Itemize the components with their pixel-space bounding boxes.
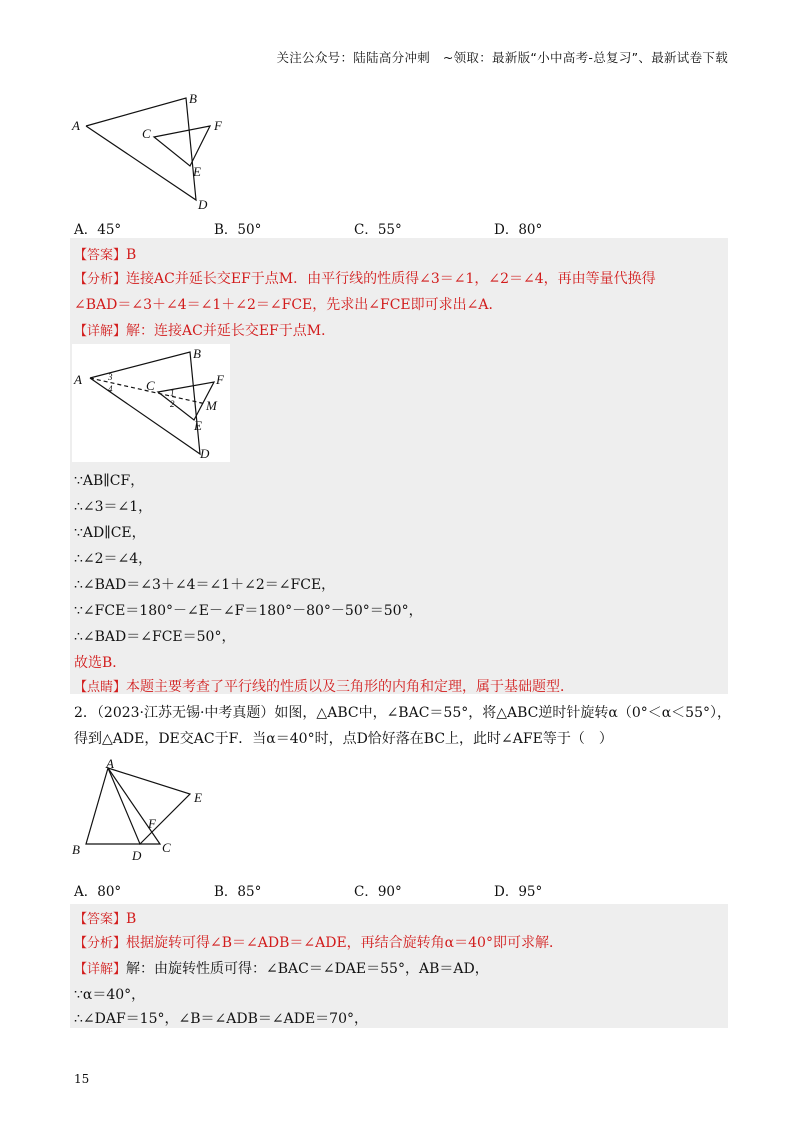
q2-detail-line2: ∵α＝40°，: [74, 987, 146, 1003]
label-d: D: [132, 848, 142, 863]
q1-step-7: ∴∠BAD＝∠FCE＝50°，: [74, 629, 236, 645]
q2-option-b[interactable]: B．85°: [214, 884, 262, 900]
page-number: 15: [74, 1072, 90, 1086]
q2-detail-line1: [74, 958, 489, 978]
q1-step-1: ∵AB∥CF，: [74, 473, 145, 489]
figure-q1-svg: [68, 88, 238, 213]
q1-step-6: ∵∠FCE＝180°－∠E－∠F＝180°－80°－50°＝50°，: [74, 603, 423, 619]
answer-tag: 【答案】: [74, 248, 127, 263]
detail-tag: 【详解】: [74, 324, 127, 339]
q2-option-d[interactable]: D．95°: [494, 884, 543, 900]
analysis-text: 根据旋转可得∠B＝∠ADB＝∠ADE，再结合旋转角α＝40°即可求解．: [126, 935, 563, 951]
answer-tag: 【答案】: [74, 912, 127, 927]
q1-option-a[interactable]: A．45°: [74, 222, 122, 238]
label-f: F: [216, 372, 224, 387]
label-a: A: [72, 118, 80, 133]
page-header: 关注公众号：陆陆高分冲刺 ~领取：最新版“小中高考-总复习”、最新试卷下载: [276, 50, 728, 65]
q1-step-3: ∵AD∥CE，: [74, 525, 146, 541]
label-3: 3: [108, 372, 113, 382]
analysis-tag: 【分析】: [74, 936, 127, 951]
q1-option-d[interactable]: D．80°: [494, 222, 543, 238]
label-d: D: [198, 197, 208, 212]
q1-step-4: ∴∠2＝∠4，: [74, 551, 153, 567]
q1-analysis-line2: ∠BAD＝∠3＋∠4＝∠1＋∠2＝∠FCE，先求出∠FCE即可求出∠A．: [74, 297, 503, 313]
q2-stem-line1: 2．（2023·江苏无锡·中考真题）如图，△ABC中，∠BAC＝55°，将△ABC逆时针旋转α（0°＜α＜55°），: [74, 705, 731, 721]
detail-intro: 解：连接AC并延长交EF于点M．: [126, 323, 336, 339]
label-c: C: [146, 378, 155, 393]
triangle-abd: [86, 98, 196, 200]
q2-option-a[interactable]: A．80°: [74, 884, 122, 900]
label-d: D: [200, 446, 210, 461]
figure-q2-svg: [68, 756, 218, 866]
q1-option-b[interactable]: B．50°: [214, 222, 262, 238]
label-m: M: [206, 398, 217, 413]
triangle-ade: [108, 768, 190, 844]
label-2: 2: [170, 399, 175, 409]
label-b: B: [193, 346, 201, 361]
analysis-tag: 【分析】: [74, 272, 127, 287]
figure-q1-detail-svg: [72, 344, 230, 462]
figure-q1-detail: [72, 344, 230, 462]
label-a: A: [74, 372, 82, 387]
q2-option-c[interactable]: C．90°: [354, 884, 402, 900]
q1-answer: [74, 244, 136, 263]
triangle-cfe: [154, 126, 210, 166]
q1-step-5: ∴∠BAD＝∠3＋∠4＝∠1＋∠2＝∠FCE，: [74, 577, 336, 593]
label-b: B: [72, 842, 80, 857]
figure-q1-triangles: [68, 88, 238, 213]
q2-analysis: [74, 932, 563, 952]
comment-tag: 【点睛】: [74, 680, 127, 695]
q2-detail-line3: ∴∠DAF＝15°，∠B＝∠ADB＝∠ADE＝70°，: [74, 1011, 368, 1027]
answer-value: B: [126, 911, 137, 927]
label-c: C: [162, 840, 171, 855]
label-f: F: [148, 816, 156, 831]
q1-option-c[interactable]: C．55°: [354, 222, 402, 238]
answer-value: B: [126, 247, 137, 263]
label-1: 1: [170, 388, 175, 398]
figure-q2-rotation: [68, 756, 218, 866]
label-4: 4: [108, 384, 113, 394]
label-c: C: [142, 126, 151, 141]
q1-comment: [74, 676, 574, 696]
q2-answer: [74, 908, 136, 927]
q1-choose: 故选B．: [74, 655, 127, 671]
comment-text: 本题主要考查了平行线的性质以及三角形的内角和定理，属于基础题型．: [126, 679, 575, 695]
label-b: B: [189, 91, 197, 106]
q2-options: [74, 880, 634, 900]
analysis-text: 连接AC并延长交EF于点M．由平行线的性质得∠3＝∠1，∠2＝∠4，再由等量代换得: [126, 271, 656, 287]
q1-options: [74, 218, 634, 238]
detail-tag: 【详解】: [74, 962, 127, 977]
q1-detail: [74, 320, 335, 340]
triangle-abc: [86, 768, 160, 844]
label-e: E: [193, 164, 201, 179]
label-a: A: [106, 756, 114, 771]
detail-text: 解：由旋转性质可得：∠BAC＝∠DAE＝55°，AB＝AD，: [126, 961, 489, 977]
q1-analysis-line1: [74, 268, 656, 288]
q1-step-2: ∴∠3＝∠1，: [74, 499, 153, 515]
triangle-abd: [90, 352, 200, 454]
label-e: E: [194, 418, 202, 433]
label-f: F: [214, 118, 222, 133]
label-e: E: [194, 790, 202, 805]
q2-stem-line2: 得到△ADE，DE交AC于F．当α＝40°时，点D恰好落在BC上，此时∠AFE等于（ ）: [74, 731, 613, 747]
